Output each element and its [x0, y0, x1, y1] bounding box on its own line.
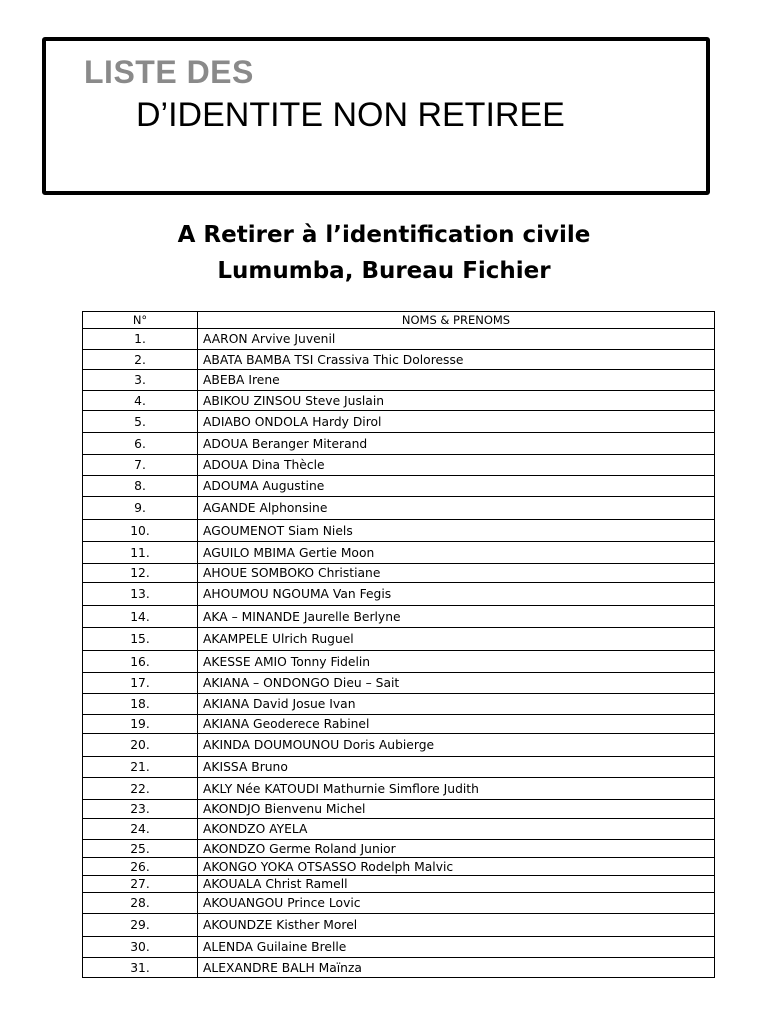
table-row: [83, 858, 715, 876]
table-row: [83, 455, 715, 476]
table-row: [83, 542, 715, 564]
table-row: [83, 819, 715, 840]
row-name: AKLY Née KATOUDI Mathurnie Simflore Judith: [198, 778, 715, 800]
table-row: [83, 734, 715, 757]
row-number: 13.: [83, 583, 198, 606]
table-row: [83, 893, 715, 914]
row-number: 31.: [83, 958, 198, 978]
row-name: AKIANA – ONDONGO Dieu – Sait: [198, 673, 715, 694]
row-name: AKISSA Bruno: [198, 757, 715, 778]
row-name: AKONGO YOKA OTSASSO Rodelph Malvic: [198, 858, 715, 876]
row-name: ALENDA Guilaine Brelle: [198, 937, 715, 958]
table-row: [83, 673, 715, 694]
row-number: 21.: [83, 757, 198, 778]
table-row: [83, 757, 715, 778]
row-name: AKIANA David Josue Ivan: [198, 694, 715, 715]
row-name: ABATA BAMBA TSI Crassiva Thic Doloresse: [198, 350, 715, 370]
row-number: 9.: [83, 497, 198, 520]
row-number: 10.: [83, 520, 198, 542]
row-name: AKIANA Geoderece Rabinel: [198, 715, 715, 734]
table-row: [83, 715, 715, 734]
title-line-2: D’IDENTITE NON RETIREE: [136, 96, 565, 134]
row-number: 11.: [83, 542, 198, 564]
row-name: AGANDE Alphonsine: [198, 497, 715, 520]
row-number: 12.: [83, 564, 198, 583]
row-name: AKA – MINANDE Jaurelle Berlyne: [198, 606, 715, 628]
table-row: [83, 497, 715, 520]
table-row: [83, 476, 715, 497]
table-row: [83, 433, 715, 455]
table-row: [83, 350, 715, 370]
row-name: ADOUA Beranger Miterand: [198, 433, 715, 455]
row-number: 4.: [83, 391, 198, 411]
row-name: AKESSE AMIO Tonny Fidelin: [198, 651, 715, 673]
table-row: [83, 800, 715, 819]
table-row: [83, 606, 715, 628]
row-number: 14.: [83, 606, 198, 628]
row-name: AGOUMENOT Siam Niels: [198, 520, 715, 542]
subtitle-line-1: A Retirer à l’identification civile: [177, 222, 591, 248]
row-name: AKOUALA Christ Ramell: [198, 876, 715, 893]
row-number: 20.: [83, 734, 198, 757]
table-body: [83, 329, 715, 978]
row-name: AKONDZO AYELA: [198, 819, 715, 840]
row-name: AKOUANGOU Prince Lovic: [198, 893, 715, 914]
row-name: ALEXANDRE BALH Maïnza: [198, 958, 715, 978]
row-number: 17.: [83, 673, 198, 694]
names-table: [82, 311, 715, 978]
row-name: ADIABO ONDOLA Hardy Dirol: [198, 411, 715, 433]
table-row: [83, 520, 715, 542]
table-row: [83, 694, 715, 715]
table-row: [83, 370, 715, 391]
row-number: 29.: [83, 914, 198, 937]
row-number: 18.: [83, 694, 198, 715]
table-row: [83, 914, 715, 937]
row-name: AHOUE SOMBOKO Christiane: [198, 564, 715, 583]
row-number: 22.: [83, 778, 198, 800]
header-names: NOMS & PRENOMS: [198, 312, 715, 329]
row-name: ABEBA Irene: [198, 370, 715, 391]
row-number: 16.: [83, 651, 198, 673]
table-header-row: [83, 312, 715, 329]
row-name: AKONDJO Bienvenu Michel: [198, 800, 715, 819]
row-number: 2.: [83, 350, 198, 370]
row-number: 30.: [83, 937, 198, 958]
row-number: 19.: [83, 715, 198, 734]
row-number: 26.: [83, 858, 198, 876]
row-name: AKINDA DOUMOUNOU Doris Aubierge: [198, 734, 715, 757]
table-row: [83, 840, 715, 858]
row-number: 3.: [83, 370, 198, 391]
row-number: 25.: [83, 840, 198, 858]
row-number: 27.: [83, 876, 198, 893]
row-number: 1.: [83, 329, 198, 350]
row-name: ADOUA Dina Thècle: [198, 455, 715, 476]
row-name: AGUILO MBIMA Gertie Moon: [198, 542, 715, 564]
table-row: [83, 329, 715, 350]
row-number: 5.: [83, 411, 198, 433]
table-row: [83, 391, 715, 411]
subtitle-line-2: Lumumba, Bureau Fichier: [217, 258, 551, 284]
row-name: ABIKOU ZINSOU Steve Juslain: [198, 391, 715, 411]
table-row: [83, 583, 715, 606]
row-name: AKONDZO Germe Roland Junior: [198, 840, 715, 858]
row-number: 6.: [83, 433, 198, 455]
table-row: [83, 651, 715, 673]
table-row: [83, 778, 715, 800]
row-name: AKOUNDZE Kisther Morel: [198, 914, 715, 937]
row-number: 24.: [83, 819, 198, 840]
title-line-1: LISTE DES: [84, 54, 254, 90]
row-name: ADOUMA Augustine: [198, 476, 715, 497]
row-number: 23.: [83, 800, 198, 819]
table-row: [83, 411, 715, 433]
title-box: [42, 37, 710, 195]
row-number: 7.: [83, 455, 198, 476]
table-row: [83, 876, 715, 893]
table-row: [83, 564, 715, 583]
row-name: AARON Arvive Juvenil: [198, 329, 715, 350]
row-number: 28.: [83, 893, 198, 914]
row-name: AHOUMOU NGOUMA Van Fegis: [198, 583, 715, 606]
row-name: AKAMPELE Ulrich Ruguel: [198, 628, 715, 651]
table-row: [83, 628, 715, 651]
header-number: N°: [83, 312, 198, 329]
row-number: 8.: [83, 476, 198, 497]
table-row: [83, 958, 715, 978]
row-number: 15.: [83, 628, 198, 651]
table-row: [83, 937, 715, 958]
